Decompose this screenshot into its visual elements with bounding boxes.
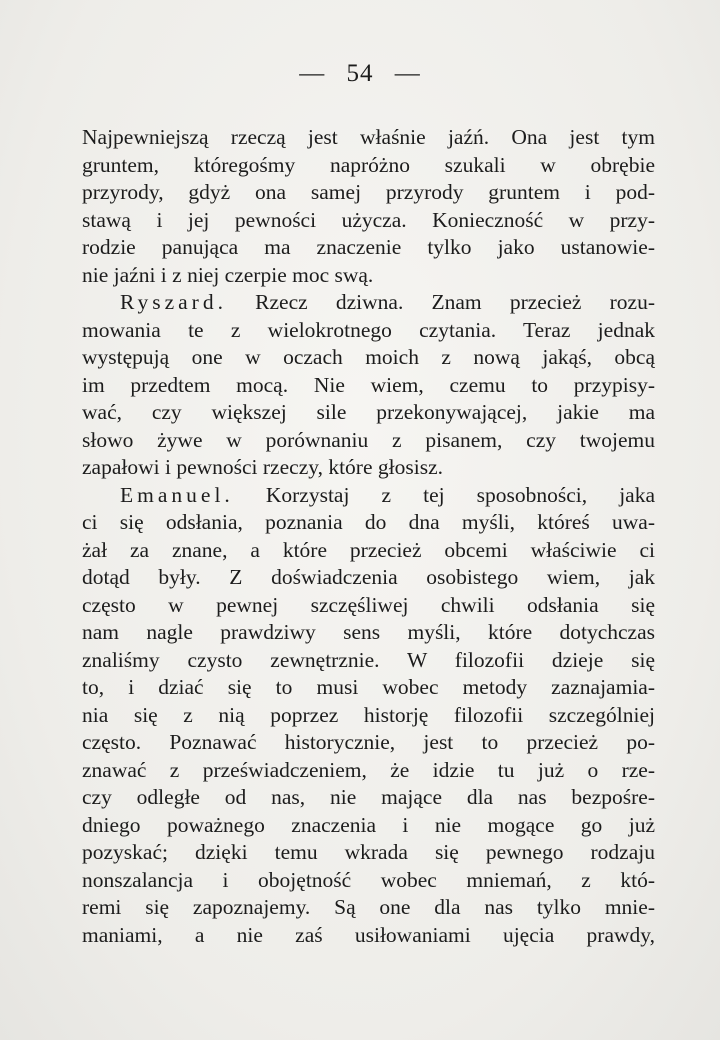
text-line bbox=[82, 482, 655, 510]
text-line: stawą i jej pewności użycza. Konieczność w przy- bbox=[82, 207, 655, 232]
body-text bbox=[82, 124, 655, 949]
text-line: gruntem, któregośmy napróżno szukali w obrębie bbox=[82, 152, 655, 177]
speaker-name: Ryszard. bbox=[120, 290, 227, 314]
text-line: znaliśmy czysto zewnętrznie. W filozofii dzieje się bbox=[82, 647, 655, 672]
text-line: mowania te z wielokrotnego czytania. Teraz jednak bbox=[82, 317, 655, 342]
speech-text: Korzystaj z tej sposobności, jaka bbox=[233, 482, 655, 507]
text-line: występują one w oczach moich z nową jakąś, obcą bbox=[82, 345, 655, 369]
text-line: nam nagle prawdziwy sens myśli, które dotychczas bbox=[82, 620, 655, 644]
text-line: maniami, a nie zaś usiłowaniami ujęcia prawdy, bbox=[82, 922, 655, 947]
text-line: słowo żywe w porównaniu z pisanem, czy twojemu bbox=[82, 427, 655, 452]
page-number: 54 bbox=[346, 60, 374, 87]
text-line: przyrody, gdyż ona samej przyrody gruntem i pod- bbox=[82, 180, 655, 204]
text-line: to, i dziać się to musi wobec metody zaznajamia- bbox=[82, 675, 655, 699]
text-line: wać, czy większej sile przekonywającej, jakie ma bbox=[82, 400, 655, 424]
speaker-name: Emanuel. bbox=[120, 482, 234, 507]
text-line: zapałowi i pewności rzeczy, które głosisz. bbox=[82, 455, 443, 479]
page-header bbox=[0, 60, 720, 88]
text-line: nie jaźni i z niej czerpie moc swą. bbox=[82, 262, 374, 287]
text-line: Najpewniejszą rzeczą jest właśnie jaźń. Ona jest tym bbox=[82, 125, 655, 149]
header-dash-right: — bbox=[394, 60, 421, 87]
text-line: pozyskać; dzięki temu wkrada się pewnego rodzaju bbox=[82, 840, 655, 864]
text-line: nia się z nią poprzez historję filozofii szczególniej bbox=[82, 702, 655, 727]
text-line: rodzie panująca ma znaczenie tylko jako ustanowie- bbox=[82, 235, 655, 259]
text-line: czy odległe od nas, nie mające dla nas bezpośre- bbox=[82, 785, 655, 809]
text-line bbox=[82, 289, 655, 317]
speech-text: Rzecz dziwna. Znam przecież rozu- bbox=[226, 290, 655, 314]
text-line: ci się odsłania, poznania do dna myśli, któreś uwa- bbox=[82, 510, 655, 534]
text-line: nonszalancja i obojętność wobec mniemań, z któ- bbox=[82, 867, 655, 892]
text-line: dotąd były. Z doświadczenia osobistego wiem, jak bbox=[82, 565, 655, 589]
text-line: im przedtem mocą. Nie wiem, czemu to przypisy- bbox=[82, 372, 655, 397]
text-line: dniego poważnego znaczenia i nie mogące go już bbox=[82, 812, 655, 837]
text-line: znawać z przeświadczeniem, że idzie tu już o rze- bbox=[82, 757, 655, 782]
text-line: często w pewnej szczęśliwej chwili odsłania się bbox=[82, 592, 655, 617]
text-line: żał za znane, a które przecież obcemi właściwie ci bbox=[82, 537, 655, 562]
text-line: często. Poznawać historycznie, jest to przecież po- bbox=[82, 730, 655, 754]
text-line: remi się zapoznajemy. Są one dla nas tylko mnie- bbox=[82, 895, 655, 919]
header-dash-left: — bbox=[299, 60, 326, 87]
